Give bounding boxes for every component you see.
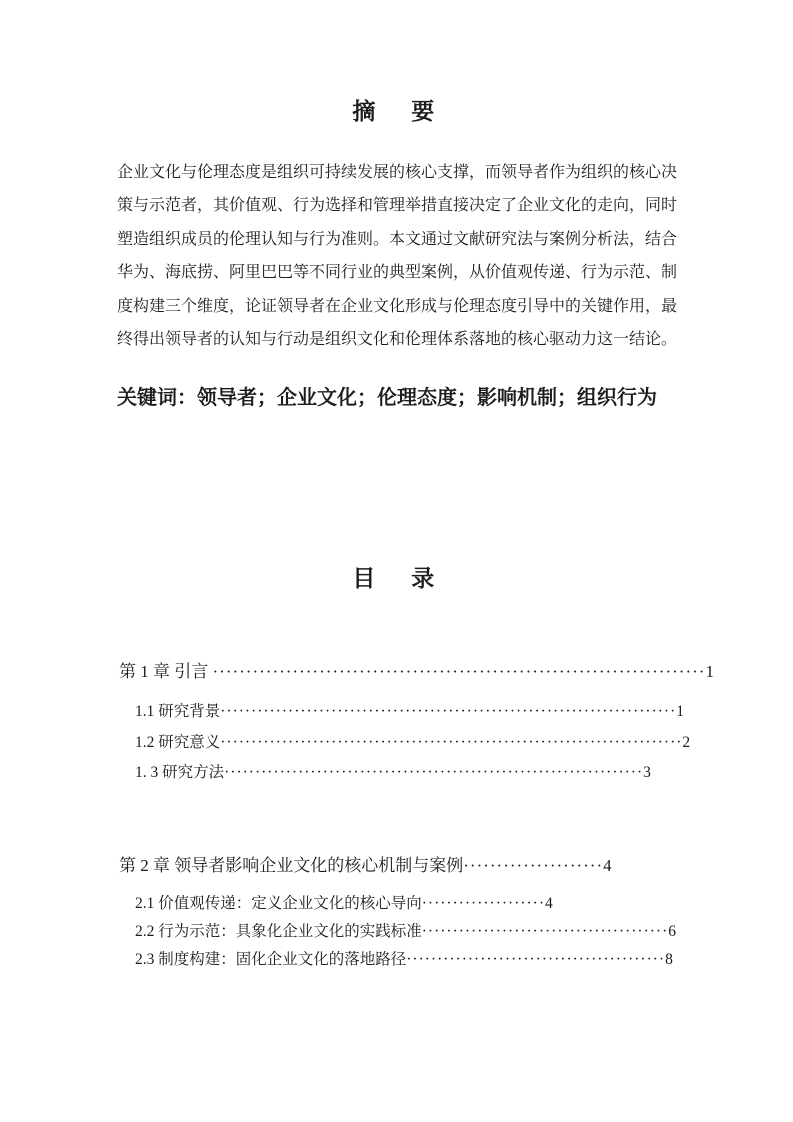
toc-dot-leader: ··········································································· bbox=[220, 733, 683, 751]
toc-entry-chapter-2 bbox=[119, 854, 793, 878]
abstract-line: 终得出领导者的认知与行动是组织文化和伦理体系落地的核心驱动力这一结论。 bbox=[117, 331, 678, 349]
abstract-line: 企业文化与伦理态度是组织可持续发展的核心支撑，而领导者作为组织的核心决 bbox=[117, 164, 678, 181]
toc-entry-label: 2.3 制度构建：固化企业文化的落地路径 bbox=[135, 950, 407, 968]
toc-entry-2-3 bbox=[135, 946, 793, 974]
toc-page-number: 1 bbox=[676, 703, 684, 721]
toc-page-number: 4 bbox=[603, 855, 612, 875]
toc-dot-leader: ···················· bbox=[421, 894, 545, 912]
toc-entry-label: 第 1 章 引言 bbox=[119, 662, 213, 682]
toc-page-number: 8 bbox=[665, 950, 673, 968]
toc-entry-label: 1.2 研究意义 bbox=[135, 733, 221, 751]
toc-page-number: 6 bbox=[668, 922, 676, 940]
abstract-title: 摘 要 bbox=[352, 99, 441, 124]
abstract-line: 华为、海底捞、阿里巴巴等不同行业的典型案例，从价值观传递、行为示范、制 bbox=[117, 264, 678, 282]
table-of-contents bbox=[0, 660, 793, 974]
toc-entry-label: 1.1 研究背景 bbox=[135, 703, 221, 721]
toc-entry-1-2 bbox=[135, 728, 793, 759]
abstract-line: 塑造组织成员的伦理认知与行为准则。本文通过文献研究法与案例分析法，结合 bbox=[117, 230, 678, 248]
toc-dot-leader: ····················· bbox=[463, 855, 604, 875]
toc-page-number: 4 bbox=[545, 894, 553, 912]
toc-page-number: 3 bbox=[643, 764, 651, 782]
toc-dot-leader: ········································ bbox=[421, 922, 669, 940]
toc-dot-leader: ·········································································· bbox=[212, 662, 706, 682]
toc-entry-label: 2.2 行为示范：具象化企业文化的实践标准 bbox=[135, 922, 422, 940]
toc-entry-label: 1. 3 研究方法 bbox=[135, 764, 225, 782]
abstract-paragraph bbox=[117, 156, 677, 356]
toc-entry-chapter-1 bbox=[119, 660, 793, 684]
toc-dot-leader: ·········································· bbox=[406, 950, 666, 968]
toc-chapter-1-group bbox=[0, 660, 793, 789]
toc-page-number: 1 bbox=[705, 662, 714, 682]
toc-entry-2-2 bbox=[135, 918, 793, 946]
toc-chapter-2-group bbox=[0, 854, 793, 974]
abstract-line: 策与示范者，其价值观、行为选择和管理举措直接决定了企业文化的走向，同时 bbox=[117, 197, 678, 215]
toc-title: 目 录 bbox=[352, 566, 441, 592]
toc-entry-1-1 bbox=[135, 697, 793, 728]
toc-entry-2-1 bbox=[135, 890, 793, 918]
toc-page-number: 2 bbox=[682, 733, 691, 751]
toc-dot-leader: ···································································· bbox=[224, 764, 644, 782]
toc-dot-leader: ·········································································· bbox=[220, 703, 677, 721]
toc-entry-label: 2.1 价值观传递：定义企业文化的核心导向 bbox=[135, 894, 422, 912]
abstract-line: 度构建三个维度，论证领导者在企业文化形成与伦理态度引导中的关键作用，最 bbox=[117, 297, 678, 315]
keywords-line: 关键词：领导者；企业文化；伦理态度；影响机制；组织行为 bbox=[117, 387, 657, 410]
toc-entry-1-3 bbox=[135, 758, 793, 789]
toc-entry-label: 第 2 章 领导者影响企业文化的核心机制与案例 bbox=[119, 855, 464, 875]
